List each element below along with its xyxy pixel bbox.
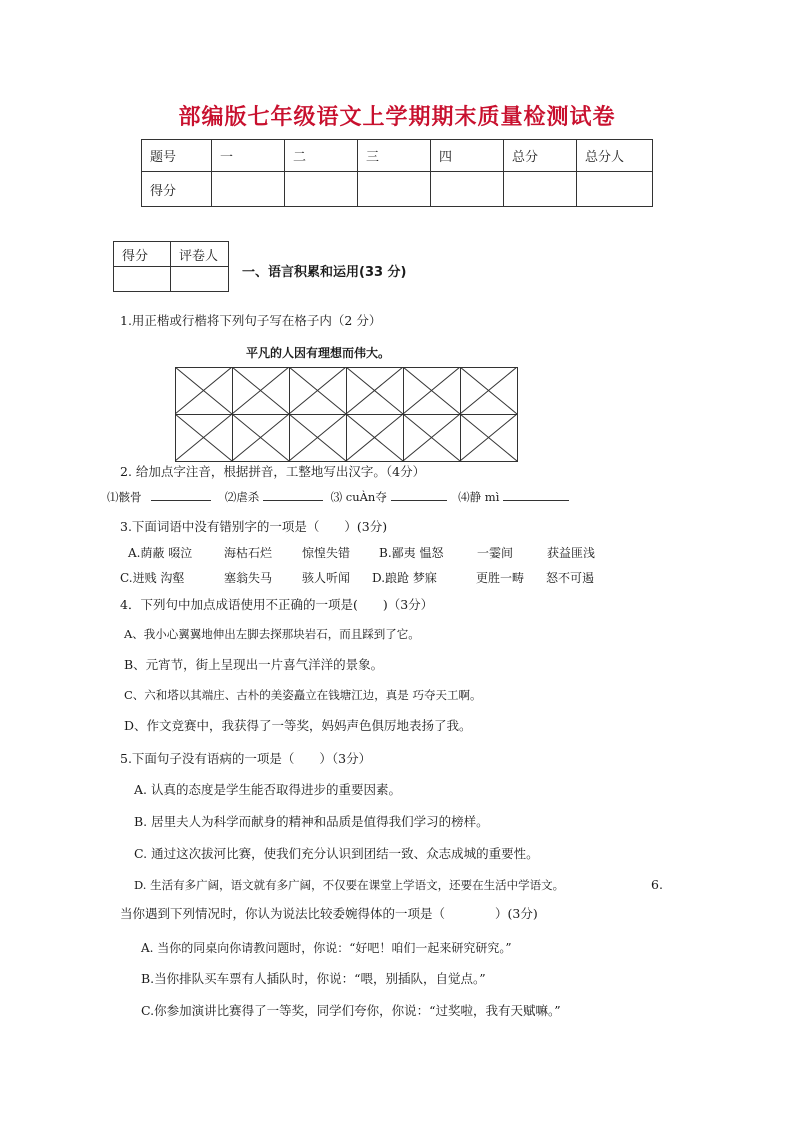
question-3: 3.下面词语中没有错别字的一项是（ ）(3分) — [120, 519, 388, 534]
answer-blank-3[interactable] — [391, 488, 447, 501]
header-cell: 二 — [285, 140, 358, 172]
q4-option-b: B、元宵节，街上呈现出一片喜气洋洋的景象。 — [124, 657, 384, 672]
row-label: 得分 — [142, 172, 212, 207]
q3-option: 获益匪浅 — [547, 546, 596, 560]
grader-label: 评卷人 — [171, 242, 229, 267]
question-6: 当你遇到下列情况时，你认为说法比较委婉得体的一项是（ ）(3分) — [120, 906, 538, 921]
q3-option: 骇人听闻 — [302, 571, 351, 585]
section-title: 一、语言积累和运用(33 分) — [242, 265, 407, 280]
q4-option-c: C、六和塔以其端庄、古朴的美姿矗立在钱塘江边，真是 巧夺天工啊。 — [124, 688, 482, 702]
q6-option-c: C.你参加演讲比赛得了一等奖，同学们夸你，你说：“过奖啦，我有天赋嘛。” — [141, 1003, 561, 1018]
question-6-number: 6. — [651, 877, 663, 892]
grader-score-label: 得分 — [114, 242, 171, 267]
q5-option-c: C. 通过这次拔河比赛，使我们充分认识到团结一致、众志成城的重要性。 — [134, 846, 539, 861]
answer-blank-1[interactable] — [151, 488, 211, 501]
score-cell[interactable] — [358, 172, 431, 207]
q3-option: A.荫蔽 啜泣 — [128, 546, 193, 560]
q4-option-a: A、我小心翼翼地伸出左脚去探那块岩石，而且踩到了它。 — [124, 627, 420, 641]
score-cell[interactable] — [212, 172, 285, 207]
score-cell[interactable] — [504, 172, 577, 207]
exam-title: 部编版七年级语文上学期期末质量检测试卷 — [178, 105, 616, 130]
score-cell[interactable] — [577, 172, 653, 207]
answer-blank-2[interactable] — [263, 488, 323, 501]
score-cell[interactable] — [431, 172, 504, 207]
q5-option-b: B. 居里夫人为科学而献身的精神和品质是值得我们学习的榜样。 — [134, 814, 489, 829]
score-table-score-row — [142, 172, 653, 207]
header-cell: 总分人 — [577, 140, 653, 172]
q6-option-b: B.当你排队买车票有人插队时，你说：“喂，别插队，自觉点。” — [141, 971, 486, 986]
header-cell: 题号 — [142, 140, 212, 172]
header-cell: 总分 — [504, 140, 577, 172]
q3-option: B.鄙夷 愠怒 — [379, 546, 444, 560]
header-cell: 一 — [212, 140, 285, 172]
question-4: 4．下列句中加点成语使用不正确的一项是( )（3分） — [120, 597, 434, 612]
copy-sentence: 平凡的人因有理想而伟大。 — [246, 346, 391, 360]
score-table-header-row — [142, 140, 653, 172]
q3-option: 惊惶失错 — [302, 546, 351, 560]
q3-option: D.踉跄 梦寐 — [372, 571, 437, 585]
q3-option: 一霎间 — [477, 546, 514, 560]
score-table — [141, 139, 653, 207]
grader-name-cell[interactable] — [171, 267, 229, 292]
q2-item-2: ⑵虐杀 — [224, 490, 260, 504]
q2-item-4: ⑷静 mì — [458, 490, 500, 504]
grader-score-cell[interactable] — [114, 267, 171, 292]
q3-option: 怒不可遏 — [546, 571, 595, 585]
q6-option-a: A. 当你的同桌向你请教问题时，你说：“好吧！咱们一起来研究研究。” — [141, 941, 512, 955]
q3-option: 海枯石烂 — [224, 546, 273, 560]
q3-option: 塞翁失马 — [224, 571, 273, 585]
header-cell: 三 — [358, 140, 431, 172]
q2-item-3: ⑶ cuÀn夺 — [330, 490, 387, 504]
q2-item-1: ⑴骸骨 — [107, 490, 142, 504]
q3-options-line-1 — [128, 545, 595, 561]
header-cell: 四 — [431, 140, 504, 172]
q3-options-line-2 — [120, 570, 594, 586]
question-2-items — [107, 488, 569, 505]
q3-option: C.迸贱 沟壑 — [120, 571, 185, 585]
question-1: 1.用正楷或行楷将下列句子写在格子内（2 分） — [120, 313, 382, 328]
q5-option-a: A. 认真的态度是学生能否取得进步的重要因素。 — [134, 782, 401, 797]
q5-option-d: D. 生活有多广阔，语文就有多广阔，不仅要在课堂上学语文，还要在生活中学语文。 — [134, 878, 565, 892]
score-cell[interactable] — [285, 172, 358, 207]
grader-table — [113, 241, 229, 292]
q3-option: 更胜一畴 — [476, 571, 525, 585]
writing-grid[interactable] — [175, 367, 518, 462]
question-5: 5.下面句子没有语病的一项是（ ）（3分） — [120, 751, 372, 766]
question-2: 2. 给加点字注音，根据拼音，工整地写出汉字。（4分） — [120, 464, 426, 479]
answer-blank-4[interactable] — [503, 488, 569, 501]
q4-option-d: D、作文竞赛中，我获得了一等奖，妈妈声色俱厉地表扬了我。 — [124, 718, 472, 733]
